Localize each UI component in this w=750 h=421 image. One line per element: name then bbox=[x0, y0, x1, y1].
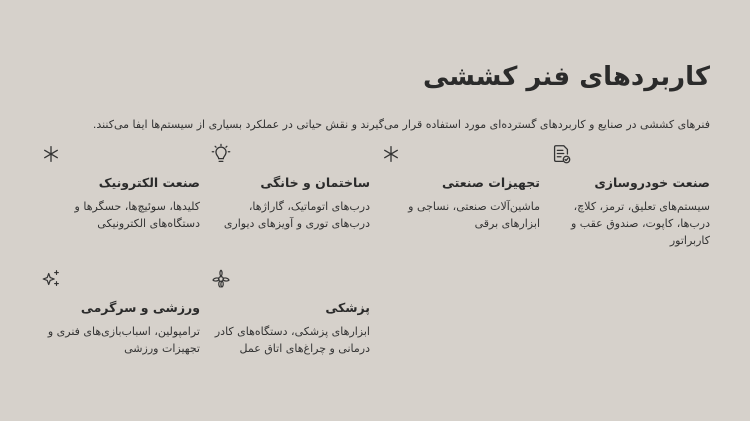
document-check-icon bbox=[550, 143, 710, 165]
card-sports bbox=[40, 268, 200, 357]
card-title: ساختمان و خانگی bbox=[260, 175, 370, 190]
card-title: تجهیزات صنعتی bbox=[441, 175, 540, 190]
card-description: ترامپولین، اسباب‌بازی‌های فنری و تجهیزات ورزشی bbox=[47, 325, 200, 355]
card-industrial bbox=[380, 143, 540, 232]
asterisk-icon bbox=[380, 143, 540, 165]
card-description: کلیدها، سوئیچ‌ها، حسگرها و دستگاه‌های الکترونیکی bbox=[74, 200, 200, 230]
card-title: صنعت الکترونیک bbox=[98, 175, 200, 190]
card-title: صنعت خودروسازی bbox=[594, 175, 710, 190]
card-description: ابزارهای پزشکی، دستگاه‌های کادر درمانی و چراغ‌های اتاق عمل bbox=[214, 325, 370, 355]
card-electronics bbox=[40, 143, 200, 232]
page-title: کاربردهای فنر کششی bbox=[422, 62, 710, 92]
flower-icon bbox=[210, 268, 370, 290]
card-automotive bbox=[550, 143, 710, 249]
card-building-home bbox=[210, 143, 370, 232]
intro-text: فنرهای کششی در صنایع و کاربردهای گسترده‌ای مورد استفاده قرار می‌گیرند و نقش حیاتی در عملکرد بسیاری از سیستم‌ها ایفا می‌کنند. bbox=[92, 118, 710, 131]
card-title: پزشکی bbox=[325, 300, 370, 315]
card-description: ماشین‌آلات صنعتی، نساجی و ابزارهای برقی bbox=[408, 200, 540, 230]
card-medical bbox=[210, 268, 370, 357]
asterisk-icon bbox=[40, 143, 200, 165]
card-description: درب‌های اتوماتیک، گاراژها، درب‌های توری و آویزهای دیواری bbox=[223, 200, 370, 230]
card-title: ورزشی و سرگرمی bbox=[80, 300, 200, 315]
lightbulb-icon bbox=[210, 143, 370, 165]
card-description: سیستم‌های تعلیق، ترمز، کلاچ، درب‌ها، کاپوت، صندوق عقب و کاربراتور bbox=[570, 200, 710, 247]
sparkles-icon bbox=[40, 268, 200, 290]
